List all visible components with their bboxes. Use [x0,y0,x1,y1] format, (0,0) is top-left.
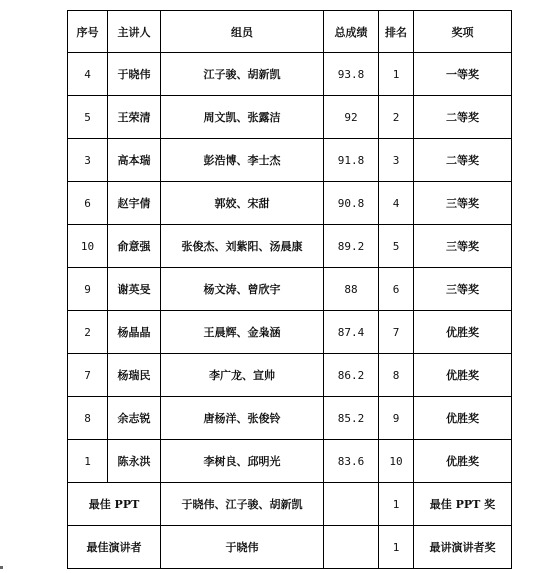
cell-award: 三等奖 [414,225,512,268]
cell-award: 三等奖 [414,268,512,311]
cell-members: 杨文涛、曾欣宇 [161,268,324,311]
cell-total: 93.8 [324,53,379,96]
cell-total: 90.8 [324,182,379,225]
cell-total: 85.2 [324,397,379,440]
cell-seq: 4 [68,53,108,96]
table-row [68,182,512,225]
cell-seq: 9 [68,268,108,311]
table-row [68,311,512,354]
cell-seq: 2 [68,311,108,354]
cell-speaker: 余志锐 [108,397,161,440]
cell-seq: 7 [68,354,108,397]
cell-total: 87.4 [324,311,379,354]
special-row-best-ppt [68,483,512,526]
table-row [68,225,512,268]
cell-rank: 5 [379,225,414,268]
cell-total [324,483,379,526]
cell-seq: 8 [68,397,108,440]
cell-award: 优胜奖 [414,354,512,397]
page-corner-mark [0,566,3,569]
cell-award: 优胜奖 [414,440,512,483]
cell-seq: 5 [68,96,108,139]
table-row [68,354,512,397]
cell-speaker: 高本瑞 [108,139,161,182]
cell-rank: 2 [379,96,414,139]
cell-members: 唐杨洋、张俊铃 [161,397,324,440]
table-row [68,139,512,182]
cell-total: 92 [324,96,379,139]
cell-total [324,526,379,569]
cell-seq: 3 [68,139,108,182]
cell-speaker: 陈永洪 [108,440,161,483]
cell-speaker: 谢英旻 [108,268,161,311]
header-total: 总成绩 [324,11,379,53]
cell-speaker: 杨晶晶 [108,311,161,354]
cell-members: 于晓伟 [161,526,324,569]
cell-rank: 6 [379,268,414,311]
table-row [68,397,512,440]
header-award: 奖项 [414,11,512,53]
cell-award: 三等奖 [414,182,512,225]
cell-speaker: 于晓伟 [108,53,161,96]
header-seq: 序号 [68,11,108,53]
cell-speaker: 杨瑞民 [108,354,161,397]
cell-award: 最讲演讲者奖 [414,526,512,569]
cell-seq: 6 [68,182,108,225]
results-table [67,10,512,569]
cell-rank: 10 [379,440,414,483]
cell-award: 二等奖 [414,96,512,139]
header-rank: 排名 [379,11,414,53]
cell-award: 最佳 PPT 奖 [414,483,512,526]
special-row-best-speaker [68,526,512,569]
cell-members: 郭姣、宋甜 [161,182,324,225]
cell-members: 王晨辉、金枭涵 [161,311,324,354]
cell-total: 83.6 [324,440,379,483]
table-row [68,440,512,483]
cell-speaker: 俞意强 [108,225,161,268]
header-speaker: 主讲人 [108,11,161,53]
cell-rank: 3 [379,139,414,182]
header-members: 组员 [161,11,324,53]
cell-members: 于晓伟、江子骏、胡新凯 [161,483,324,526]
cell-award: 一等奖 [414,53,512,96]
cell-award: 二等奖 [414,139,512,182]
cell-total: 89.2 [324,225,379,268]
cell-rank: 7 [379,311,414,354]
cell-rank: 1 [379,526,414,569]
cell-total: 91.8 [324,139,379,182]
cell-rank: 8 [379,354,414,397]
cell-award: 优胜奖 [414,397,512,440]
cell-rank: 1 [379,53,414,96]
cell-members: 张俊杰、刘紫阳、汤晨康 [161,225,324,268]
cell-total: 86.2 [324,354,379,397]
cell-speaker: 赵宇倩 [108,182,161,225]
cell-rank: 4 [379,182,414,225]
cell-rank: 9 [379,397,414,440]
cell-seq: 1 [68,440,108,483]
table-row [68,268,512,311]
cell-special-label: 最佳演讲者 [68,526,161,569]
cell-members: 周文凯、张露洁 [161,96,324,139]
cell-rank: 1 [379,483,414,526]
cell-seq: 10 [68,225,108,268]
cell-members: 江子骏、胡新凯 [161,53,324,96]
cell-total: 88 [324,268,379,311]
table-row [68,53,512,96]
cell-speaker: 王荣清 [108,96,161,139]
cell-members: 李树良、邱明光 [161,440,324,483]
header-row [68,11,512,53]
cell-members: 彭浩博、李士杰 [161,139,324,182]
cell-special-label: 最佳 PPT [68,483,161,526]
cell-award: 优胜奖 [414,311,512,354]
table-row [68,96,512,139]
cell-members: 李广龙、宣帅 [161,354,324,397]
